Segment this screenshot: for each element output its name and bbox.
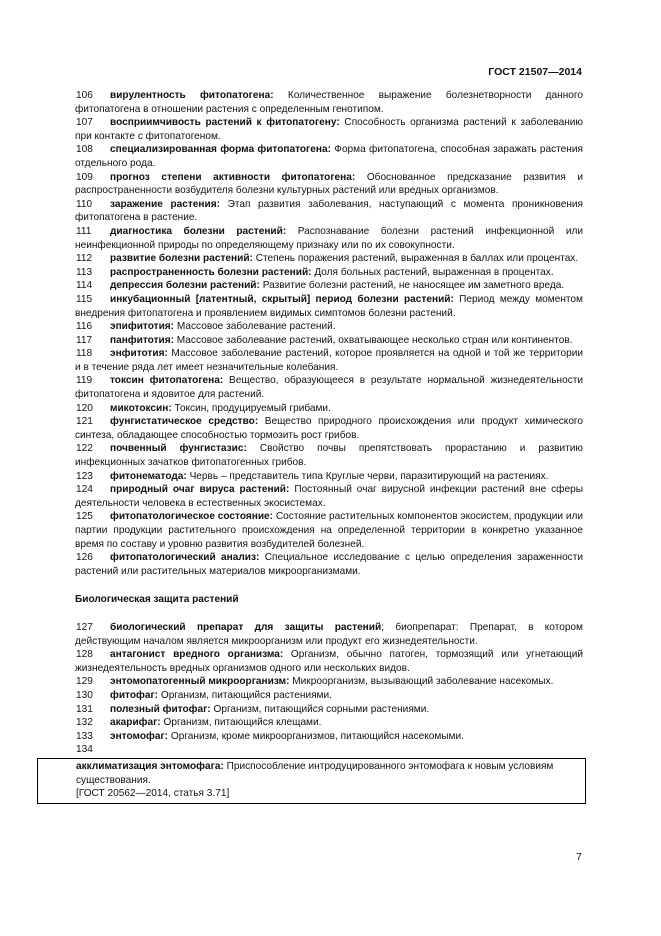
entry-term: панфитотия: — [110, 334, 174, 346]
term-entry — [75, 716, 583, 730]
entry-term: фитонематода: — [110, 470, 187, 482]
entry-number: 113 — [76, 266, 93, 278]
entry-definition: Токсин, продуцируемый грибами. — [174, 402, 331, 414]
term-entry — [75, 171, 583, 198]
entry-definition: Вещество природного происхождения или продукт химического синтеза, обладающее способностью тормозить рост грибов. — [75, 416, 584, 441]
entry-definition: Форма фитопатогена, способная заражать растения отдельного рода. — [75, 144, 583, 169]
entry-term: депрессия болезни растений: — [110, 280, 260, 292]
entry-definition: ; биопрепарат: Препарат, в котором действующим началом является микроорганизм или продукт его жизнедеятельности. — [75, 621, 583, 647]
entry-134-box — [37, 758, 586, 804]
term-list-phytopathology — [75, 89, 583, 578]
entry-definition: Массовое заболевание растений, охватывающее несколько стран или континентов. — [176, 334, 573, 346]
entry-number: 124 — [76, 484, 93, 496]
term-entry — [75, 279, 583, 293]
entry-number: 130 — [76, 689, 93, 701]
entry-number: 109 — [76, 171, 93, 183]
entry-134-definition: Приспособление интродуцированного энтомофага к новым условиям существования. — [76, 760, 554, 786]
term-entry — [75, 374, 583, 401]
entry-term: инкубационный [латентный, скрытый] период болезни растений: — [110, 293, 454, 305]
term-entry — [75, 442, 583, 469]
term-entry — [75, 89, 583, 116]
term-entry — [75, 347, 583, 374]
document-id: ГОСТ 21507—2014 — [488, 66, 582, 78]
entry-number: 129 — [76, 676, 93, 688]
entry-definition: Организм, обычно патоген, тормозящий или угнетающий жизнедеятельность вредных организмов одного или нескольких видов. — [75, 649, 583, 674]
entry-number: 128 — [76, 649, 93, 661]
entry-term: почвенный фунгистазис: — [110, 443, 247, 455]
entry-number: 121 — [76, 416, 93, 428]
entry-definition: Массовое заболевание растений. — [176, 321, 336, 333]
entry-term: восприимчивость растений к фитопатогену: — [110, 117, 340, 129]
entry-definition: Микроорганизм, вызывающий заболевание насекомых. — [292, 676, 554, 688]
section-title: Биологическая защита растений — [75, 594, 239, 606]
entry-term: фитопатологический анализ: — [110, 552, 260, 564]
entry-number: 107 — [76, 117, 93, 129]
term-entry — [75, 320, 583, 334]
term-entry — [75, 293, 583, 320]
entry-term: специализированная форма фитопатогена: — [110, 144, 331, 156]
entry-definition: Этап развития заболевания, наступающий с момента проникновения фитопатогена в растение. — [75, 198, 583, 224]
entry-number: 115 — [76, 293, 93, 305]
entry-definition: Степень поражения растений, выраженная в баллах или процентах. — [255, 253, 579, 265]
entry-134-number: 134 — [76, 744, 93, 756]
entry-number: 106 — [76, 90, 93, 101]
term-entry — [75, 703, 583, 717]
entry-definition: Организм, питающийся сорными растениями. — [213, 703, 430, 715]
entry-term: энфитотия: — [110, 348, 168, 360]
entry-number: 133 — [76, 730, 93, 742]
page-content — [75, 89, 583, 804]
entry-term: диагностика болезни растений: — [110, 225, 287, 237]
term-entry — [75, 198, 583, 225]
term-entry — [75, 483, 583, 510]
entry-number: 126 — [76, 552, 93, 564]
entry-number: 120 — [76, 402, 93, 414]
entry-term: антагонист вредного организма: — [110, 649, 284, 661]
entry-definition: Способность организма растений к заболеванию при контакте с фитопатогеном. — [75, 117, 584, 142]
entry-number: 125 — [76, 511, 93, 523]
entry-term: акарифаг: — [110, 717, 161, 729]
entry-definition: Распознавание болезни растений инфекционной или неинфекционной природы по определяющему признаку или по их совокупности. — [75, 225, 583, 251]
term-entry — [75, 689, 583, 703]
entry-number: 127 — [76, 621, 93, 633]
entry-term: эпифитотия: — [110, 321, 175, 333]
entry-term: развитие болезни растений: — [110, 253, 253, 265]
entry-term: энтомопатогенный микроорганизм: — [110, 676, 290, 688]
entry-number: 119 — [76, 375, 93, 387]
term-entry — [75, 648, 583, 675]
entry-number: 112 — [76, 253, 93, 265]
term-entry — [75, 266, 583, 280]
entry-number: 114 — [76, 280, 93, 292]
entry-definition: Специальное исследование с целью определения зараженности растений или растительных материалов микроорганизмами. — [75, 552, 583, 577]
entry-definition: Развитие болезни растений, не наносящее им заметного вреда. — [262, 280, 565, 292]
term-entry — [75, 116, 583, 143]
entry-term: заражение растения: — [110, 198, 220, 210]
term-entry — [75, 621, 583, 648]
entry-term: фитофаг: — [110, 689, 159, 701]
entry-definition: Организм, кроме микроорганизмов, питающийся насекомыми. — [170, 730, 464, 742]
entry-number: 123 — [76, 470, 93, 482]
term-entry — [75, 252, 583, 266]
term-entry — [75, 415, 583, 442]
term-entry — [75, 470, 583, 484]
entry-number: 110 — [76, 198, 93, 210]
entry-number: 122 — [76, 443, 93, 455]
entry-number: 111 — [76, 225, 92, 237]
term-entry — [75, 334, 583, 348]
entry-definition: Организм, питающийся растениями. — [160, 689, 332, 701]
entry-definition: Обоснованное предсказание развития и распространенности возбудителя болезни культурных растений или вредных организмов. — [75, 171, 584, 197]
entry-term: природный очаг вируса растений: — [110, 484, 290, 496]
entry-definition: Постоянный очаг вирусной инфекции растений вне сферы деятельности человека в естественных экосистемах. — [75, 484, 583, 509]
entry-term: вирулентность фитопатогена: — [110, 90, 274, 101]
entry-number: 117 — [76, 334, 93, 346]
entry-number: 108 — [76, 144, 93, 156]
entry-definition: Доля больных растений, выраженная в процентах. — [314, 266, 554, 278]
term-entry — [75, 510, 583, 551]
term-entry — [75, 730, 583, 744]
page-number: 7 — [576, 851, 582, 863]
entry-definition: Червь – представитель типа Круглые черви, паразитирующий на растениях. — [189, 470, 549, 482]
term-entry — [75, 675, 583, 689]
entry-134-term: акклиматизация энтомофага: — [76, 760, 224, 772]
entry-term: энтомофаг: — [110, 730, 169, 742]
entry-term: распространенность болезни растений: — [110, 266, 312, 278]
entry-definition: Вещество, образующееся в результате нормальной жизнедеятельности фитопатогена и ядовитое для растений. — [75, 375, 584, 401]
entry-term: микотоксин: — [110, 402, 172, 414]
entry-definition: Организм, питающийся клещами. — [163, 717, 322, 729]
entry-term: фунгистатическое средство: — [110, 416, 259, 428]
entry-number: 116 — [76, 321, 93, 333]
term-entry — [75, 225, 583, 252]
term-entry — [75, 143, 583, 170]
entry-134-reference: [ГОСТ 20562—2014, статья 3.71] — [76, 788, 230, 800]
entry-definition: Период между моментом внедрения фитопатогена и проявлением видимых симптомов болезни растений. — [75, 293, 583, 319]
term-list-biocontrol — [75, 621, 583, 743]
term-entry — [75, 551, 583, 578]
entry-number: 132 — [76, 717, 93, 729]
entry-definition: Массовое заболевание растений, которое проявляется на одной и той же территории и в течение ряда лет имеет незначительные колебания. — [75, 348, 583, 373]
term-entry — [75, 402, 583, 416]
entry-term: прогноз степени активности фитопатогена: — [110, 171, 356, 183]
entry-term: фитопатологическое состояние: — [110, 511, 274, 523]
entry-definition: Свойство почвы препятствовать прорастанию и развитию инфекционных зачатков фитопатогенных грибов. — [75, 443, 583, 469]
entry-term: полезный фитофаг: — [110, 703, 211, 715]
entry-term: токсин фитопатогена: — [110, 375, 224, 387]
entry-number: 118 — [76, 348, 93, 360]
entry-term: биологический препарат для защиты растений — [110, 621, 382, 633]
entry-number: 131 — [76, 703, 93, 715]
entry-definition: Состояние растительных компонентов экосистем, продукции или партии продукции растительного происхождения на определенной территории в конкретно указанное время по составу и уровню развития возбудителей болезней. — [75, 511, 584, 550]
entry-definition: Количественное выражение болезнетворности данного фитопатогена в отношении растения с определенным генотипом. — [75, 90, 583, 115]
